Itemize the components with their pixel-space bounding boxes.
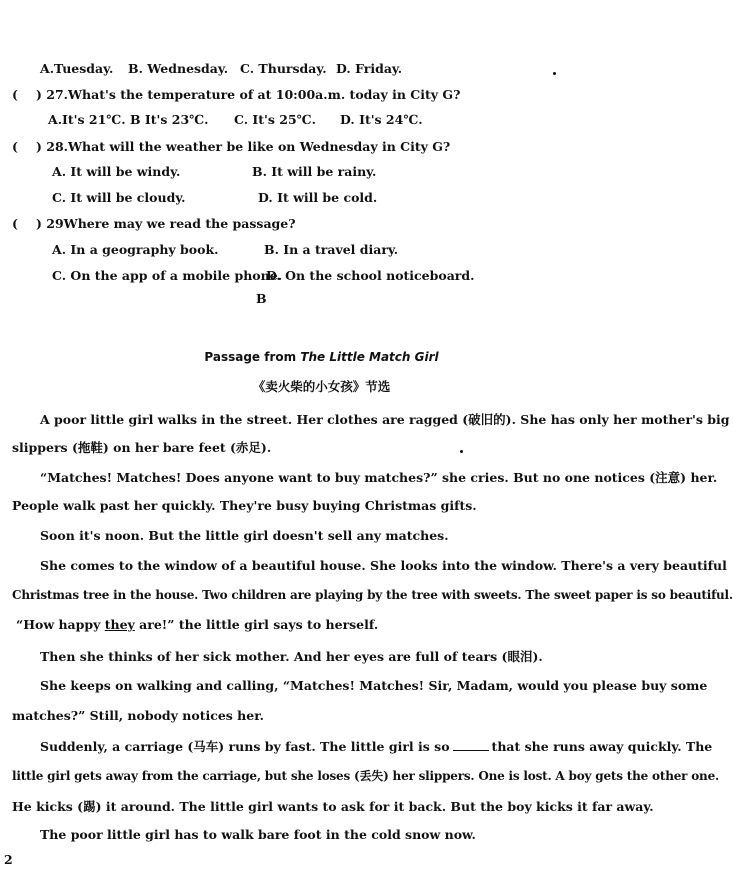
paragraph-3: Soon it's noon. But the little girl doesn't sell any matches. — [40, 528, 449, 543]
q29-option-c: C. On the app of a mobile phone. — [52, 268, 283, 283]
q26-option-a: A.Tuesday. — [40, 61, 114, 76]
passage-subtitle: 《卖火柴的小女孩》节选 — [252, 379, 391, 394]
paragraph-1-line-2: slippers (拖鞋) on her bare feet (赤足). — [12, 440, 272, 455]
paragraph-7-line-2: little girl gets away from the carriage, but she loses (丢失) her slippers. One is lost. A boy gets the other one. — [12, 769, 719, 783]
fill-in-blank[interactable] — [453, 750, 489, 751]
page-number: 2 — [4, 852, 13, 867]
q27-option-a: A.It's 21℃. — [48, 112, 126, 127]
passage-title: Passage from The Little Match Girl — [204, 350, 439, 364]
paragraph-8: The poor little girl has to walk bare foot in the cold snow now. — [40, 827, 476, 842]
q28-option-b: B. It will be rainy. — [252, 164, 377, 179]
paragraph-5: Then she thinks of her sick mother. And her eyes are full of tears (眼泪). — [40, 649, 543, 664]
paragraph-4-line-2: Christmas tree in the house. Two children are playing by the tree with sweets. The sweet paper is so beautiful. — [12, 588, 733, 602]
q26-option-c: C. Thursday. — [240, 61, 327, 76]
q27-option-b: B It's 23℃. — [130, 112, 209, 127]
paragraph-4-line-1: She comes to the window of a beautiful house. She looks into the window. There's a very beautiful — [40, 558, 727, 573]
q29-option-d: D. On the school noticeboard. — [266, 268, 475, 283]
q26-option-b: B. Wednesday. — [128, 61, 229, 76]
ink-dot — [553, 72, 556, 75]
q26-option-d: D. Friday. — [336, 61, 403, 76]
q27-option-c: C. It's 25℃. — [234, 112, 316, 127]
q29-option-a: A. In a geography book. — [52, 242, 219, 257]
paragraph-7-line-3: He kicks (踢) it around. The little girl wants to ask for it back. But the boy kicks it far away. — [12, 799, 654, 814]
paragraph-6-line-2: matches?” Still, nobody notices her. — [12, 708, 264, 723]
paragraph-7-line-1: Suddenly, a carriage (马车) runs by fast. The little girl is so that she runs away quickly. The — [40, 739, 713, 754]
paragraph-4-line-3: “How happy they are!” the little girl says to herself. — [16, 617, 379, 632]
paragraph-6-line-1: She keeps on walking and calling, “Matches! Matches! Sir, Madam, would you please buy some — [40, 678, 708, 693]
underlined-word: they — [104, 617, 135, 632]
paragraph-1-line-1: A poor little girl walks in the street. Her clothes are ragged (破旧的). She has only her mother's big — [40, 412, 730, 427]
q28-option-c: C. It will be cloudy. — [52, 190, 186, 205]
q27-question: ) 27.What's the temperature of at 10:00a.m. today in City G? — [36, 87, 461, 102]
q27-paren: ( — [12, 87, 18, 102]
paragraph-2-line-1: “Matches! Matches! Does anyone want to buy matches?” she cries. But no one notices (注意) her. — [40, 470, 718, 485]
q28-option-d: D. It will be cold. — [258, 190, 378, 205]
q27-option-d: D. It's 24℃. — [340, 112, 423, 127]
section-label: B — [256, 291, 267, 306]
q29-paren: ( — [12, 216, 18, 231]
q28-question: ) 28.What will the weather be like on Wednesday in City G? — [36, 139, 451, 154]
q28-paren: ( — [12, 139, 18, 154]
ink-dot — [460, 450, 463, 453]
q29-question: ) 29Where may we read the passage? — [36, 216, 296, 231]
paragraph-2-line-2: People walk past her quickly. They're busy buying Christmas gifts. — [12, 498, 477, 513]
q28-option-a: A. It will be windy. — [52, 164, 181, 179]
q29-option-b: B. In a travel diary. — [264, 242, 399, 257]
